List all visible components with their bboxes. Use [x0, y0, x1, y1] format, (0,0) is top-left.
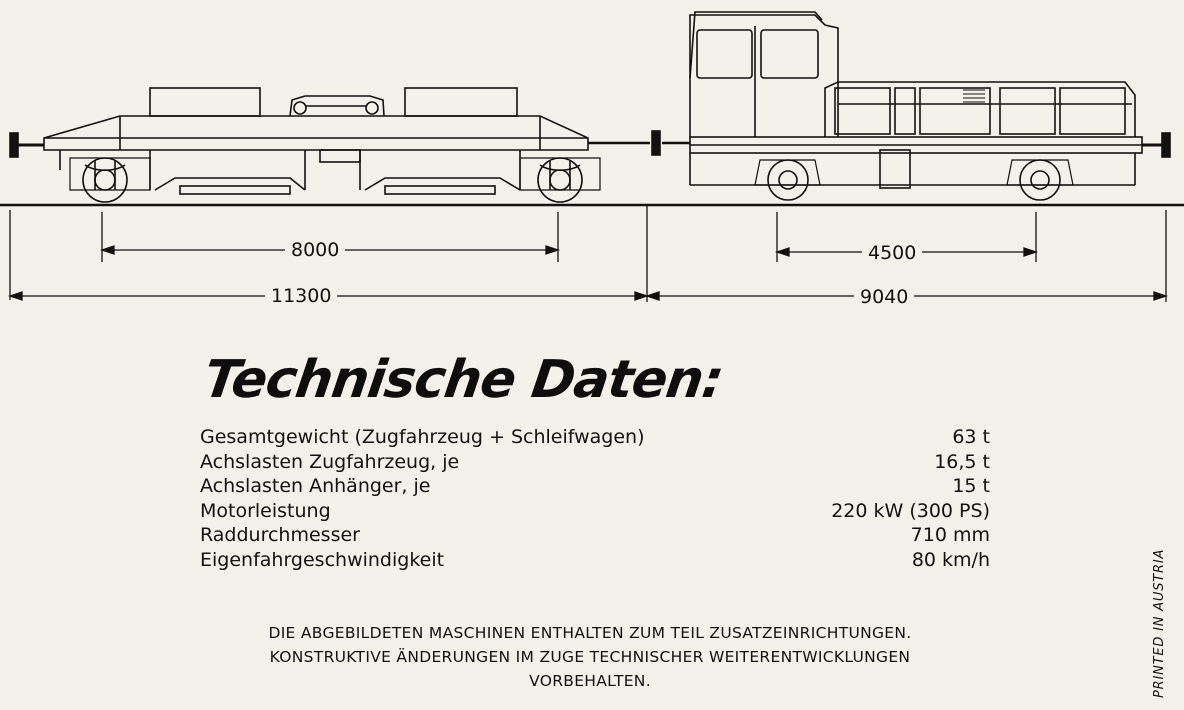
dimension-tractor-length: 9040	[854, 286, 914, 308]
spec-row	[200, 499, 990, 524]
footnote-line: DIE ABGEBILDETEN MASCHINEN ENTHALTEN ZUM TEIL ZUSATZEINRICHTUNGEN.	[268, 624, 912, 642]
spec-value: 63 t	[952, 426, 990, 448]
printed-in-imprint: PRINTED IN AUSTRIA	[1152, 548, 1167, 698]
dimension-trailer-bogie-spacing: 8000	[285, 239, 345, 261]
trailer-wagon	[10, 88, 660, 202]
tractor-locomotive	[662, 12, 1170, 200]
spec-label: Gesamtgewicht (Zugfahrzeug + Schleifwagen)	[200, 426, 645, 448]
spec-value: 16,5 t	[934, 450, 990, 473]
footnote-line: VORBEHALTEN.	[529, 672, 651, 690]
spec-row	[200, 523, 990, 548]
dimension-trailer-length: 11300	[265, 285, 337, 307]
dimension-tractor-bogie-spacing: 4500	[862, 242, 922, 264]
spec-value: 80 km/h	[911, 548, 990, 571]
spec-table	[200, 425, 990, 573]
spec-label: Motorleistung	[200, 499, 331, 522]
spec-label: Raddurchmesser	[200, 524, 360, 547]
spec-label: Achslasten Anhänger, je	[200, 475, 431, 498]
spec-row	[200, 450, 990, 475]
spec-label: Eigenfahrgeschwindigkeit	[200, 548, 445, 571]
spec-label: Achslasten Zugfahrzeug, je	[200, 450, 460, 473]
spec-row	[200, 474, 990, 499]
spec-row	[200, 425, 990, 450]
spec-value: 710 mm	[910, 524, 990, 547]
spec-value: 15 t	[952, 475, 990, 498]
disclaimer-footnote	[140, 621, 1040, 693]
footnote-line: KONSTRUKTIVE ÄNDERUNGEN IM ZUGE TECHNISCHER WEITERENTWICKLUNGEN	[269, 648, 911, 666]
dimension-lines	[10, 205, 1166, 302]
spec-row	[200, 548, 990, 573]
page-title: Technische Daten:	[200, 350, 727, 410]
spec-value: 220 kW (300 PS)	[831, 499, 990, 522]
vehicle-side-view-drawing	[0, 0, 1184, 330]
